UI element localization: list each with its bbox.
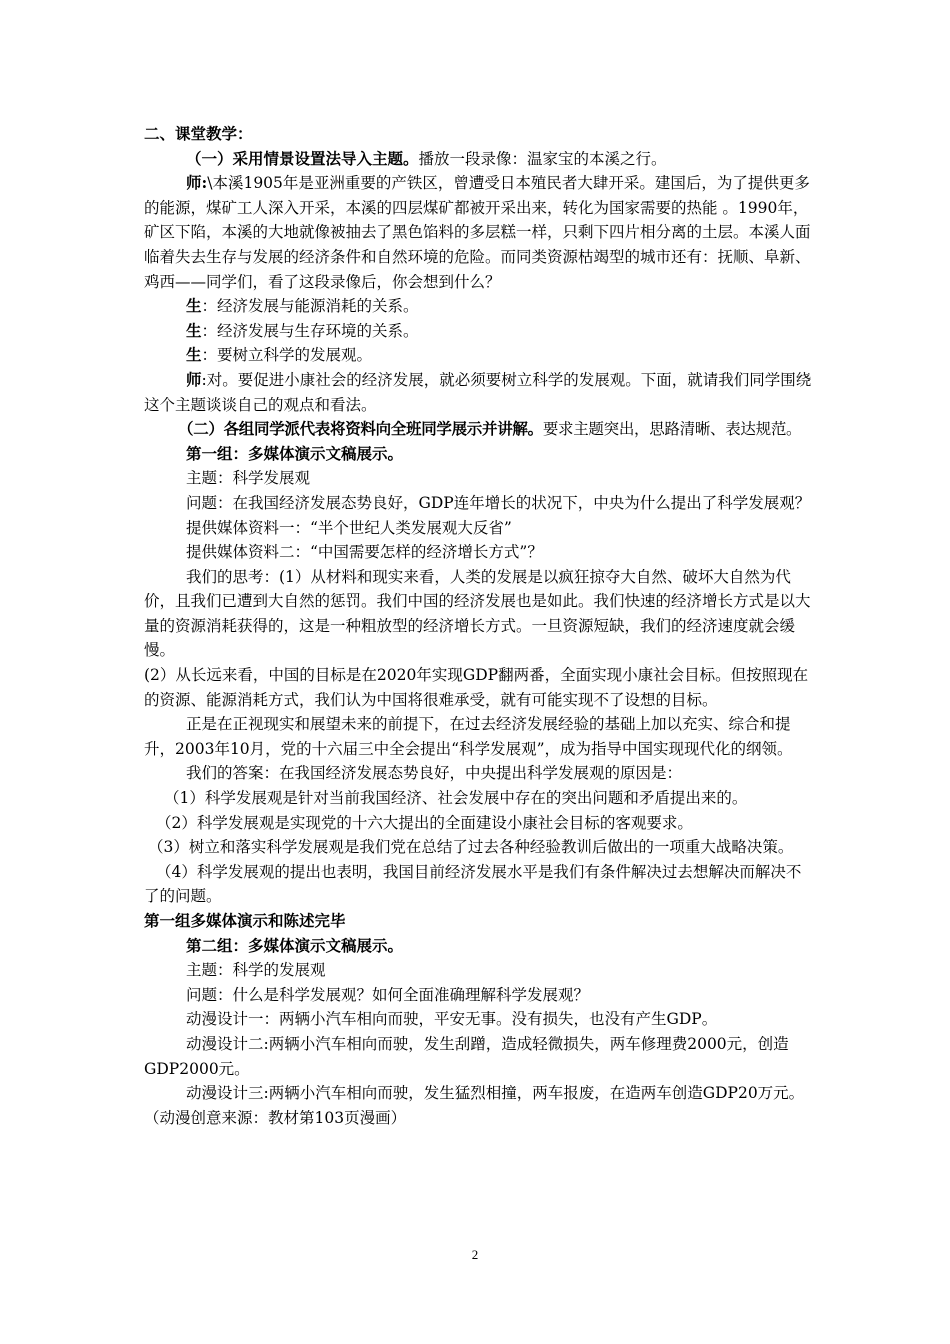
paragraph-section-two [144, 417, 814, 442]
group-one-answer-1: （1）科学发展观是针对当前我国经济、社会发展中存在的突出问题和矛盾提出来的。 [164, 789, 748, 808]
paragraph-student [144, 343, 814, 368]
paragraph-text: 播放一段录像：温家宝的本溪之行。 [418, 149, 667, 168]
group-two-question: 问题：什么是科学发展观？如何全面准确理解科学发展观？ [186, 985, 590, 1004]
paragraph-text: :对。要促进小康社会的经济发展，就必须要树立科学的发展观。下面，就请我们同学围绕这个主题谈谈自己的观点和看法。 [144, 370, 812, 414]
group-two-animation-1: 动漫设计一：两辆小汽车相向而驶，平安无事。没有损失，也没有产生GDP。 [186, 1010, 718, 1029]
paragraph-text: ：经济发展与能源消耗的关系。 [201, 297, 419, 316]
group-one-answer-3: （3）树立和落实科学发展观是我们党在总结了过去各种经验教训后做出的一项重大战略决策。 [148, 838, 794, 857]
paragraph-student [144, 319, 814, 344]
group-one-thinking-3: 正是在正视现实和展望未来的前提下，在过去经济发展经验的基础上加以充实、综合和提升，2003年10月，党的十六届三中全会提出“科学发展观”，成为指导中国实现现代化的纲领。 [144, 715, 793, 758]
paragraph-text: ：要树立科学的发展观。 [201, 346, 373, 365]
group-one-answer-2: （2）科学发展观是实现党的十六大提出的全面建设小康社会目标的客观要求。 [156, 813, 693, 832]
group-one-title: 第一组：多媒体演示文稿展示。 [186, 443, 404, 463]
speaker-label: 生 [186, 320, 202, 340]
group-two-theme: 主题：科学的发展观 [186, 961, 326, 980]
group-one-question: 问题：在我国经济发展态势良好，GDP连年增长的状况下，中央为什么提出了科学发展观？ [186, 493, 811, 512]
speaker-label: 生 [186, 296, 202, 316]
group-one-media-2: 提供媒体资料二：“中国需要怎样的经济增长方式”？ [186, 543, 543, 562]
group-one-end: 第一组多媒体演示和陈述完毕 [144, 911, 346, 930]
section-heading: 二、课堂教学： [144, 124, 253, 143]
bold-lead: （二）各组同学派代表将资料向全班同学展示并讲解。 [178, 419, 543, 439]
paragraph-teacher [144, 171, 814, 294]
group-two-animation-2: 动漫设计二:两辆小汽车相向而驶，发生刮蹭，造成轻微损失，两车修理费2000元，创造GDP2000元。 [144, 1034, 789, 1078]
group-one-answer-4: （4）科学发展观的提出也表明，我国目前经济发展水平是我们有条件解决过去想解决而解决不了的问题。 [144, 862, 802, 906]
document-body [144, 122, 814, 1130]
page-number: 2 [471, 1247, 479, 1262]
bold-lead: （一）采用情景设置法导入主题。 [186, 148, 419, 168]
paragraph-text: 要求主题突出，思路清晰、表达规范。 [542, 420, 802, 439]
paragraph-teacher [144, 368, 814, 417]
group-two-animation-3: 动漫设计三:两辆小汽车相向而驶，发生猛烈相撞，两车报废，在造两车创造GDP20万元。（动漫创意来源：教材第103页漫画） [144, 1084, 805, 1127]
group-one-theme: 主题：科学发展观 [186, 469, 311, 488]
speaker-label: 师 [186, 369, 202, 389]
group-two-title: 第二组：多媒体演示文稿展示。 [186, 935, 404, 955]
paragraph-text: \本溪1905年是亚洲重要的产铁区，曾遭受日本殖民者大肆开采。建国后，为了提供更多的能源，煤矿工人深入开采，本溪的四层煤矿都被开采出来，转化为国家需要的热能 。1990年，矿区下陷，本溪的大地就像被抽去了黑色馅料的多层糕一样，只剩下四片相分离的土层。本溪人面临着失去生存与发展的经济条件和自然环境的危险。而同类资源枯竭型的城市还有：抚顺、阜新、鸡西——同学们，看了这段录像后，你会想到什么？ [144, 174, 811, 291]
speaker-label: 师: [186, 173, 208, 193]
paragraph-text: ：经济发展与生存环境的关系。 [201, 321, 419, 340]
paragraph-intro [144, 147, 814, 172]
group-one-thinking-1: 我们的思考：(1）从材料和现实来看，人类的发展是以疯狂掠夺大自然、破坏大自然为代价，且我们已遭到大自然的惩罚。我们中国的经济发展也是如此。我们快速的经济增长方式是以大量的资源消耗获得的，这是一种粗放型的经济增长方式。一旦资源短缺，我们的经济速度就会缓慢。 [144, 567, 811, 660]
paragraph-student [144, 294, 814, 319]
group-one-answer-intro: 我们的答案：在我国经济发展态势良好，中央提出科学发展观的原因是： [186, 764, 683, 783]
group-one-media-1: 提供媒体资料一：“半个世纪人类发展观大反省” [186, 518, 512, 537]
group-one-thinking-2: (2）从长远来看，中国的目标是在2020年实现GDP翻两番，全面实现小康社会目标。但按照现在的资源、能源消耗方式，我们认为中国将很难承受，就有可能实现不了设想的目标。 [144, 666, 809, 709]
speaker-label: 生 [186, 345, 202, 365]
